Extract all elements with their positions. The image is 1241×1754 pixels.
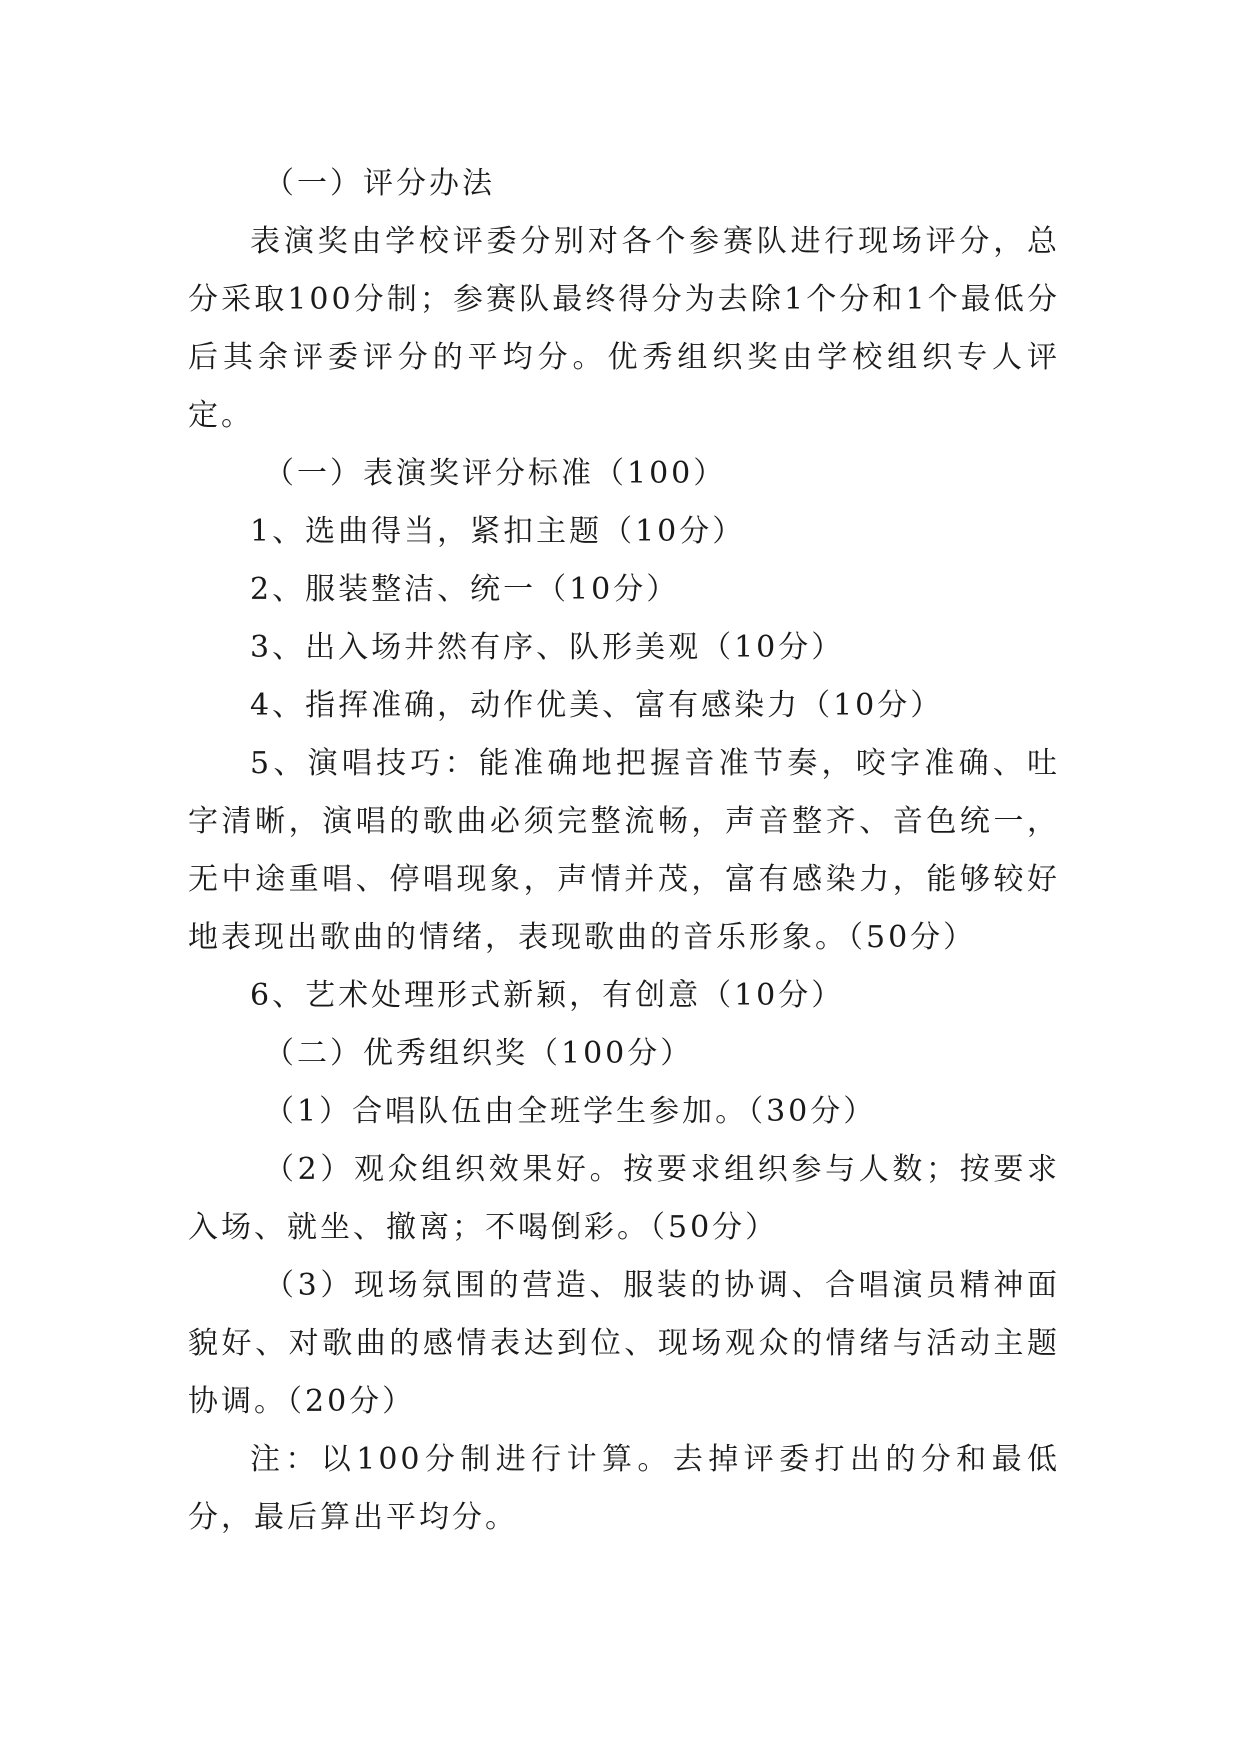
section-heading-scoring-method: （一）评分办法	[264, 166, 495, 201]
criterion-item-3: 3、出入场井然有序、队形美观（10分）	[250, 630, 845, 665]
section-heading-organization-award: （二）优秀组织奖（100分）	[264, 1036, 694, 1071]
document-body	[188, 155, 1060, 1547]
note-paragraph: 注：以100分制进行计算。去掉评委打出的分和最低分，最后算出平均分。	[188, 1442, 1060, 1535]
organization-item-2: （2）观众组织效果好。按要求组织参与人数；按要求入场、就坐、撤离；不喝倒彩。（50分）	[188, 1152, 1060, 1245]
criterion-item-2: 2、服装整洁、统一（10分）	[250, 572, 680, 607]
organization-item-1: （1）合唱队伍由全班学生参加。（30分）	[264, 1094, 877, 1129]
section-heading-performance-criteria: （一）表演奖评分标准（100）	[264, 456, 727, 491]
criterion-item-1: 1、选曲得当，紧扣主题（10分）	[250, 514, 746, 549]
scoring-method-paragraph: 表演奖由学校评委分别对各个参赛队进行现场评分，总分采取100分制；参赛队最终得分为去除1个分和1个最低分后其余评委评分的平均分。优秀组织奖由学校组织专人评定。	[188, 224, 1060, 433]
criterion-item-4: 4、指挥准确，动作优美、富有感染力（10分）	[250, 688, 944, 723]
criterion-item-5: 5、演唱技巧：能准确地把握音准节奏，咬字准确、吐字清晰，演唱的歌曲必须完整流畅，声音整齐、音色统一，无中途重唱、停唱现象，声情并茂，富有感染力，能够较好地表现出歌曲的情绪，表现歌曲的音乐形象。（50分）	[188, 746, 1060, 955]
organization-item-3: （3）现场氛围的营造、服装的协调、合唱演员精神面貌好、对歌曲的感情表达到位、现场观众的情绪与活动主题协调。（20分）	[188, 1268, 1060, 1419]
criterion-item-6: 6、艺术处理形式新颖，有创意（10分）	[250, 978, 845, 1013]
